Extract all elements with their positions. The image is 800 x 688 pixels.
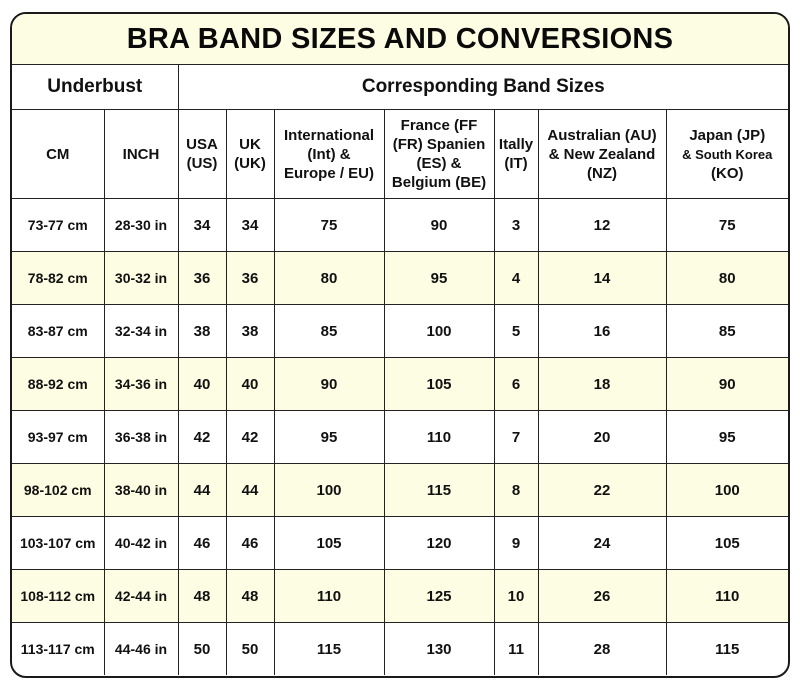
cell-international: 90 (274, 358, 384, 411)
table-row (12, 199, 788, 252)
cell-italy: 3 (494, 199, 538, 252)
cell-usa: 46 (178, 517, 226, 570)
cell-inch: 38-40 in (104, 464, 178, 517)
col-intl-line2: (Int) & (307, 145, 351, 163)
cell-japan: 95 (666, 411, 788, 464)
col-uk (226, 110, 274, 199)
cell-inch: 28-30 in (104, 199, 178, 252)
cell-uk: 50 (226, 623, 274, 676)
table-row (12, 517, 788, 570)
col-france-line1: France (FF (400, 117, 478, 134)
cell-usa: 50 (178, 623, 226, 676)
cell-inch: 42-44 in (104, 570, 178, 623)
cell-australia: 12 (538, 199, 666, 252)
col-japan (666, 110, 788, 199)
cell-australia: 26 (538, 570, 666, 623)
table-row (12, 623, 788, 676)
col-australia (538, 110, 666, 199)
cell-australia: 14 (538, 252, 666, 305)
col-jp-line1: Japan (JP) (689, 126, 766, 144)
size-chart-frame (10, 12, 790, 678)
underbust-header: Underbust (12, 65, 178, 110)
col-france-line3: (ES) & (416, 155, 462, 172)
cell-uk: 40 (226, 358, 274, 411)
cell-international: 115 (274, 623, 384, 676)
cell-uk: 46 (226, 517, 274, 570)
cell-italy: 8 (494, 464, 538, 517)
cell-japan: 90 (666, 358, 788, 411)
cell-cm: 83-87 cm (12, 305, 104, 358)
cell-inch: 44-46 in (104, 623, 178, 676)
cell-uk: 36 (226, 252, 274, 305)
cell-international: 100 (274, 464, 384, 517)
cell-france: 95 (384, 252, 494, 305)
col-inch: INCH (104, 110, 178, 199)
cell-usa: 40 (178, 358, 226, 411)
cell-italy: 11 (494, 623, 538, 676)
col-uk-line2: (UK) (234, 155, 266, 172)
cell-cm: 98-102 cm (12, 464, 104, 517)
cell-australia: 18 (538, 358, 666, 411)
cell-international: 80 (274, 252, 384, 305)
cell-italy: 9 (494, 517, 538, 570)
cell-cm: 73-77 cm (12, 199, 104, 252)
cell-france: 100 (384, 305, 494, 358)
cell-international: 110 (274, 570, 384, 623)
cell-japan: 85 (666, 305, 788, 358)
col-intl-line3: Europe / EU) (283, 164, 374, 182)
col-international (274, 110, 384, 199)
cell-cm: 103-107 cm (12, 517, 104, 570)
cell-japan: 75 (666, 199, 788, 252)
col-au-line2: & New Zealand (548, 145, 656, 163)
cell-france: 105 (384, 358, 494, 411)
col-au-line1: Australian (AU) (547, 126, 657, 144)
cell-cm: 78-82 cm (12, 252, 104, 305)
cell-inch: 30-32 in (104, 252, 178, 305)
table-row (12, 252, 788, 305)
col-italy (494, 110, 538, 199)
table-row (12, 464, 788, 517)
col-italy-line2: (IT) (504, 155, 528, 172)
cell-cm: 93-97 cm (12, 411, 104, 464)
col-au-line3: (NZ) (587, 164, 617, 182)
cell-france: 110 (384, 411, 494, 464)
cell-france: 125 (384, 570, 494, 623)
cell-france: 120 (384, 517, 494, 570)
col-jp-line2: & South Korea (682, 146, 773, 162)
table-row (12, 570, 788, 623)
col-france-line4: Belgium (BE) (391, 174, 487, 191)
cell-international: 95 (274, 411, 384, 464)
cell-international: 75 (274, 199, 384, 252)
cell-international: 85 (274, 305, 384, 358)
cell-usa: 48 (178, 570, 226, 623)
cell-cm: 108-112 cm (12, 570, 104, 623)
cell-australia: 20 (538, 411, 666, 464)
col-usa (178, 110, 226, 199)
cell-italy: 7 (494, 411, 538, 464)
cell-australia: 24 (538, 517, 666, 570)
cell-inch: 36-38 in (104, 411, 178, 464)
cell-italy: 4 (494, 252, 538, 305)
cell-france: 90 (384, 199, 494, 252)
cell-japan: 80 (666, 252, 788, 305)
col-cm: CM (12, 110, 104, 199)
cell-japan: 110 (666, 570, 788, 623)
table-row (12, 411, 788, 464)
cell-uk: 44 (226, 464, 274, 517)
col-intl-line1: International (283, 126, 374, 144)
cell-japan: 105 (666, 517, 788, 570)
corresponding-header: Corresponding Band Sizes (178, 65, 788, 110)
cell-cm: 88-92 cm (12, 358, 104, 411)
cell-usa: 42 (178, 411, 226, 464)
cell-france: 130 (384, 623, 494, 676)
cell-australia: 28 (538, 623, 666, 676)
cell-italy: 5 (494, 305, 538, 358)
cell-france: 115 (384, 464, 494, 517)
cell-uk: 38 (226, 305, 274, 358)
col-uk-line1: UK (239, 136, 261, 153)
cell-inch: 40-42 in (104, 517, 178, 570)
cell-uk: 34 (226, 199, 274, 252)
cell-cm: 113-117 cm (12, 623, 104, 676)
cell-inch: 34-36 in (104, 358, 178, 411)
size-rows (12, 199, 788, 676)
cell-usa: 36 (178, 252, 226, 305)
chart-title: BRA BAND SIZES AND CONVERSIONS (12, 14, 788, 65)
cell-international: 105 (274, 517, 384, 570)
col-usa-line2: (US) (186, 155, 218, 172)
col-france-line2: (FR) Spanien (392, 136, 486, 153)
cell-usa: 44 (178, 464, 226, 517)
cell-usa: 34 (178, 199, 226, 252)
cell-italy: 10 (494, 570, 538, 623)
cell-japan: 100 (666, 464, 788, 517)
cell-uk: 48 (226, 570, 274, 623)
col-jp-line3: (KO) (711, 164, 744, 182)
cell-usa: 38 (178, 305, 226, 358)
table-row (12, 358, 788, 411)
col-usa-line1: USA (186, 136, 218, 153)
cell-japan: 115 (666, 623, 788, 676)
table-row (12, 305, 788, 358)
cell-australia: 22 (538, 464, 666, 517)
cell-italy: 6 (494, 358, 538, 411)
cell-australia: 16 (538, 305, 666, 358)
cell-uk: 42 (226, 411, 274, 464)
col-italy-line1: Itally (498, 136, 534, 153)
cell-inch: 32-34 in (104, 305, 178, 358)
size-conversion-table (12, 14, 788, 675)
col-france (384, 110, 494, 199)
